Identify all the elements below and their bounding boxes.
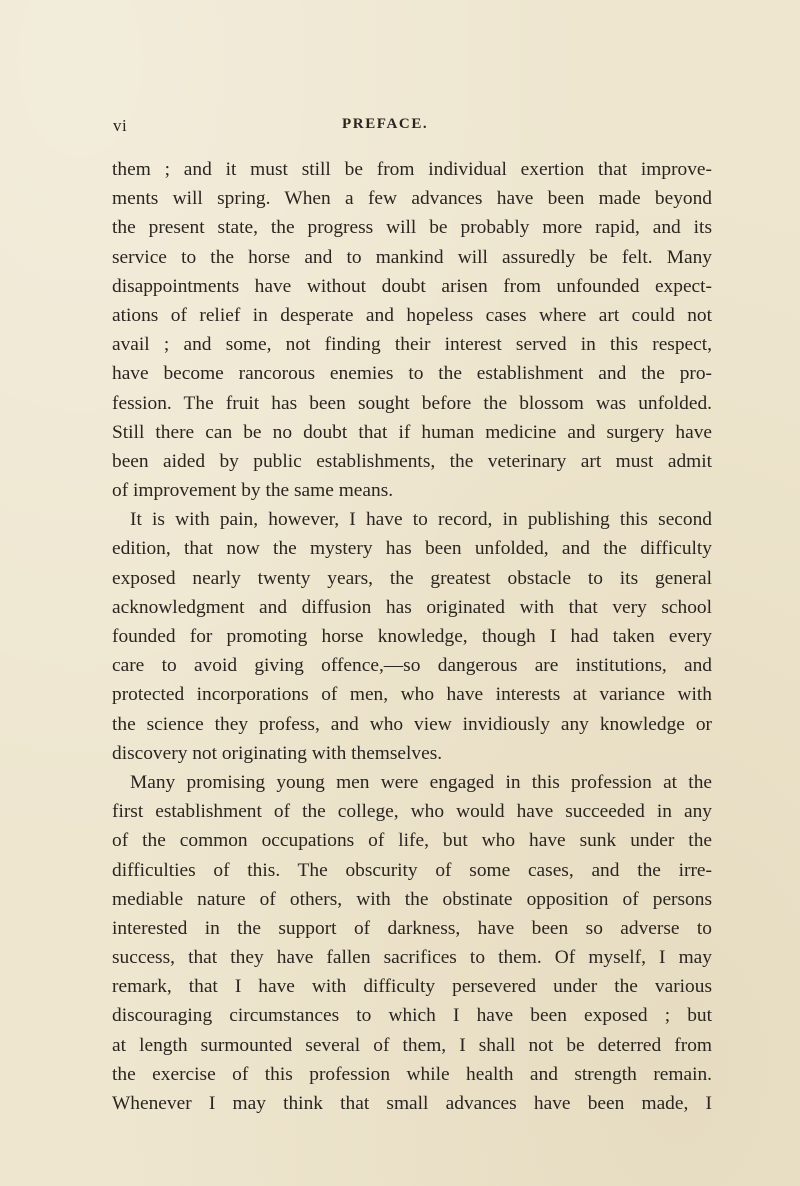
text-line: of the common occupations of life, but who have sunk under the: [112, 830, 712, 852]
text-line: service to the horse and to mankind will assuredly be felt. Many: [112, 246, 712, 268]
text-line: Whenever I may think that small advances have been made, I: [112, 1093, 712, 1114]
text-line: care to avoid giving offence,—so dangerous are institutions, and: [112, 655, 712, 677]
text-line: It is with pain, however, I have to record, in publishing this second: [130, 509, 712, 531]
running-head: PREFACE.: [342, 116, 429, 132]
text-line: Many promising young men were engaged in this profession at the: [130, 771, 712, 793]
body-text: [112, 155, 712, 1118]
text-line: ments will spring. When a few advances have been made beyond: [112, 188, 712, 210]
text-line: ations of relief in desperate and hopeless cases where art could not: [112, 304, 712, 326]
text-line: exposed nearly twenty years, the greatest obstacle to its general: [112, 567, 712, 589]
text-line: mediable nature of others, with the obstinate opposition of persons: [112, 888, 712, 910]
text-line: protected incorporations of men, who have interests at variance with: [112, 684, 712, 706]
text-line: the present state, the progress will be probably more rapid, and its: [112, 217, 712, 239]
page-header: [0, 116, 800, 140]
text-line: interested in the support of darkness, have been so adverse to: [112, 917, 712, 939]
text-line: Still there can be no doubt that if human medicine and surgery have: [112, 421, 712, 443]
text-line: the science they profess, and who view invidiously any knowledge or: [112, 713, 712, 735]
page-number: vi: [113, 116, 128, 135]
text-line: edition, that now the mystery has been unfolded, and the difficulty: [112, 538, 712, 560]
text-line: have become rancorous enemies to the establishment and the pro-: [112, 363, 712, 385]
text-line: discouraging circumstances to which I have been exposed ; but: [112, 1005, 712, 1027]
text-line: at length surmounted several of them, I shall not be deterred from: [112, 1034, 712, 1056]
text-line: difficulties of this. The obscurity of some cases, and the irre-: [112, 859, 712, 881]
text-line: success, that they have fallen sacrifices to them. Of myself, I may: [112, 947, 712, 969]
text-line: remark, that I have with difficulty persevered under the various: [112, 976, 712, 998]
text-line: disappointments have without doubt arisen from unfounded expect-: [112, 275, 712, 297]
text-line: first establishment of the college, who would have succeeded in any: [112, 801, 712, 823]
text-line: fession. The fruit has been sought before the blossom was unfolded.: [112, 392, 712, 414]
text-line: of improvement by the same means.: [112, 480, 394, 502]
text-line: discovery not originating with themselves.: [112, 742, 443, 764]
text-line: avail ; and some, not finding their interest served in this respect,: [112, 334, 712, 356]
text-line: founded for promoting horse knowledge, though I had taken every: [112, 626, 712, 647]
text-line: been aided by public establishments, the veterinary art must admit: [112, 450, 712, 472]
text-line: acknowledgment and diffusion has originated with that very school: [112, 596, 712, 618]
text-line: them ; and it must still be from individual exertion that improve-: [112, 159, 712, 180]
text-line: the exercise of this profession while health and strength remain.: [112, 1063, 712, 1085]
